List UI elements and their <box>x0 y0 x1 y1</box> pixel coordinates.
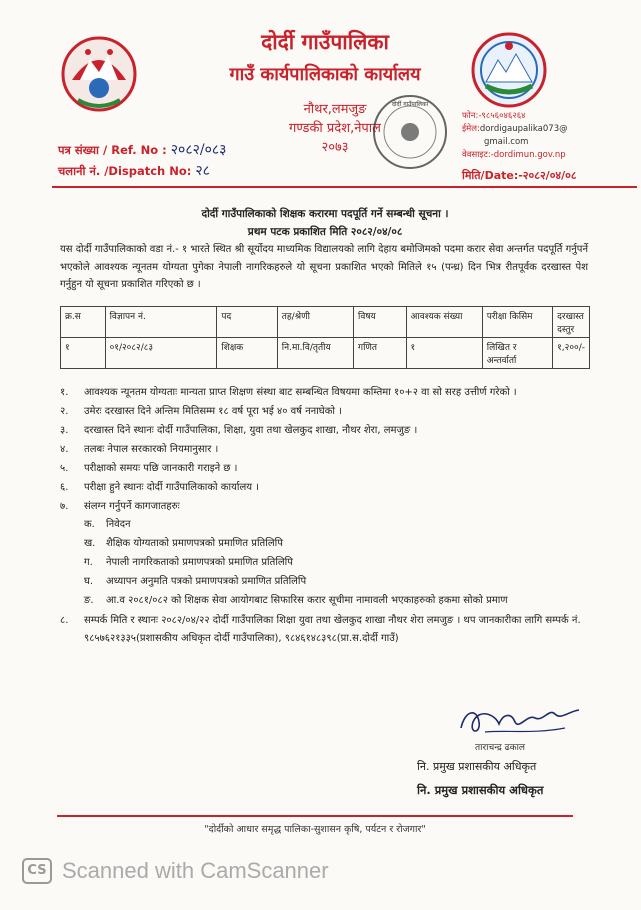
condition-text: उमेरः दरखास्त दिने अन्तिम मितिसम्म १८ वर्ष पूरा भई ४० वर्ष ननाघेको । <box>84 406 342 417</box>
camscanner-icon: CS <box>22 858 52 884</box>
document-label: ग. <box>84 557 93 568</box>
required-documents-list <box>84 516 590 610</box>
list-item <box>60 498 590 611</box>
table-row <box>61 338 590 369</box>
list-item <box>60 479 590 497</box>
condition-text: दरखास्त दिने स्थानः दोर्दी गाउँपालिका, शिक्षा, युवा तथा खेलकुद शाखा, नौथर शेरा, लमजुङ । <box>84 425 418 436</box>
condition-number: ५. <box>60 463 69 474</box>
contact-block <box>462 110 568 162</box>
condition-number: ४. <box>60 444 69 455</box>
list-item <box>84 554 590 572</box>
email-label: ईमेल: <box>462 124 480 134</box>
header-divider <box>52 186 637 188</box>
list-item <box>60 612 590 648</box>
condition-number: २. <box>60 406 69 417</box>
nepal-emblem-icon <box>58 30 140 118</box>
document-text: नेपाली नागरिकताको प्रमाणपत्रको प्रमाणित प्रतिलिपि <box>106 557 293 568</box>
list-item <box>60 460 590 478</box>
table-header-cell: परीक्षा किसिम <box>482 307 552 338</box>
table-cell: शिक्षक <box>217 338 277 369</box>
letter-date: मिति/Date:-२०८२/०४/०८ <box>462 169 577 182</box>
condition-text: परीक्षा हुने स्थानः दोर्दी गाउँपालिकाको कार्यालय । <box>84 482 260 493</box>
document-label: घ. <box>84 576 94 587</box>
condition-text: तलबः नेपाल सरकारको नियमानुसार । <box>84 444 219 455</box>
table-cell: १ <box>61 338 106 369</box>
table-header-row <box>61 307 590 338</box>
table-cell: ०१/२०८२/८३ <box>105 338 217 369</box>
list-item <box>60 441 590 459</box>
condition-number: ७. <box>60 501 69 512</box>
ref-no-label: पत्र संख्या / Ref. No : <box>58 143 167 157</box>
table-header-cell: क्र.स <box>61 307 106 338</box>
condition-number: १. <box>60 387 69 398</box>
publish-date-line: प्रथम पटक प्रकाशित मिति २०८२/०४/०८ <box>247 226 403 238</box>
notice-subject <box>60 205 590 241</box>
dispatch-no-value: २८ <box>195 163 210 179</box>
footer-divider <box>57 815 573 817</box>
notice-body: यस दोर्दी गाउँपालिकाको वडा नं.- १ भारते स्थित श्री सूर्योदय माध्यमिक विद्यालयको लागि देहाय बमोजिमको पदमा करार सेवा अन्तर्गत पदपूर्ति गर्नुपर्ने भएकोले आवश्यक न्यूनतम योग्यता पुगेका नेपाली नागरिकहरुले यो सूचना प्रकाशित भएको मितिले १५ (पन्ध्र) दिन भित्र रीतपूर्वक दरखास्त पेश गर्नुहुन यो सूचना प्रकाशित गरिएको छ । <box>60 244 589 290</box>
document-text: अध्यापन अनुमति पत्रको प्रमाणपत्रको प्रमाणित प्रतिलिपि <box>106 576 307 587</box>
table-cell: १,२००/- <box>553 338 590 369</box>
condition-number: ८. <box>60 615 69 626</box>
dispatch-no-label: चलानी नं. /Dispatch No: <box>58 164 192 178</box>
table-cell: लिखित र अन्तर्वार्ता <box>482 338 552 369</box>
subject-line: दोर्दी गाउँपालिकाको शिक्षक करारमा पदपूर्ति गर्ने सम्बन्धी सूचना । <box>201 208 449 220</box>
document-text: शैक्षिक योग्यताको प्रमाणपत्रको प्रमाणित प्रतिलिपि <box>106 538 283 549</box>
document-text: निवेदन <box>106 519 131 530</box>
website: वेवसाइट:-dordimun.gov.np <box>462 150 566 160</box>
document-label: क. <box>84 519 95 530</box>
list-item <box>84 592 590 610</box>
email-value-2: gmail.com <box>484 137 529 147</box>
scanner-watermark: Scanned with CamScanner <box>62 858 329 883</box>
document-label: ख. <box>84 538 96 549</box>
list-item <box>60 403 590 421</box>
dispatch-no-row <box>58 161 226 182</box>
table-cell: गणित <box>354 338 406 369</box>
ref-no-value: २०८२/०८३ <box>170 142 227 158</box>
signatory-name: ताराचन्द्र ढकाल <box>475 743 526 753</box>
municipality-logo-icon <box>468 26 550 114</box>
address-line-2: गण्डकी प्रदेश,नेपाल <box>289 121 381 136</box>
footer-slogan: "दोर्दीको आधार समृद्ध पालिका-सुशासन कृषि, पर्यटन र रोजगार" <box>204 824 426 835</box>
vacancy-table <box>60 306 590 369</box>
table-header-cell: दरखास्त दस्तुर <box>553 307 590 338</box>
office-title: दोर्दी गाउँपालिका <box>261 30 389 54</box>
document-label: ङ. <box>84 595 94 606</box>
signature-icon <box>455 700 585 740</box>
condition-text: आवश्यक न्यूनतम योग्यताः मान्यता प्राप्त शिक्षण संस्था बाट सम्बन्धित विषयमा कम्तिमा १०+२ वा सो सरह उत्तीर्ण गरेको । <box>84 387 517 398</box>
table-header-cell: विज्ञापन नं. <box>105 307 217 338</box>
table-header-cell: विषय <box>354 307 406 338</box>
table-header-cell: पद <box>217 307 277 338</box>
list-item <box>84 573 590 591</box>
condition-text: परीक्षाको समयः पछि जानकारी गराइने छ । <box>84 463 238 474</box>
table-header-cell: आवश्यक संख्या <box>406 307 482 338</box>
email-value-1: dordigaupalika073@ <box>479 124 568 134</box>
list-item <box>60 384 590 402</box>
signatory-title-stamp: नि. प्रमुख प्रशासकीय अधिकृत <box>417 783 544 797</box>
condition-documents <box>84 498 590 611</box>
signatory-title: नि. प्रमुख प्रशासकीय अधिकृत <box>417 760 537 773</box>
svg-text:दोर्दी गाउँपालिका: दोर्दी गाउँपालिका <box>391 101 429 108</box>
office-subtitle: गाउँ कार्यपालिकाको कार्यालय <box>229 64 421 85</box>
ref-no-row <box>58 140 226 161</box>
phone-number: फोन:-९८५६०४६२६४ <box>462 111 526 121</box>
table-cell: नि.मा.वि/तृतीय <box>277 338 353 369</box>
established-year: २०७३ <box>321 140 349 155</box>
reference-block <box>58 140 226 182</box>
table-cell: १ <box>406 338 482 369</box>
office-stamp-icon <box>370 92 450 172</box>
email-row <box>462 123 568 136</box>
condition-number: ६. <box>60 482 69 493</box>
condition-text: संलग्न गर्नुपर्ने कागजातहरुः <box>84 501 180 512</box>
table-header-cell: तह/श्रेणी <box>277 307 353 338</box>
list-item <box>84 535 590 553</box>
list-item <box>60 422 590 440</box>
list-item <box>84 516 590 534</box>
condition-text: सम्पर्क मिति र स्थानः २०८२/०४/२२ दोर्दी गाउँपालिका शिक्षा युवा तथा खेलकुद शाखा नौथर शेरा लमजुङ । थप जानकारीका लागि सम्पर्क नं. ९८५७६२१३३५(प्रशासकीय अधिकृत दोर्दी गाउँपालिका), ९८४६१४८३९८(प्रा.स.दोर्दी गाउँ) <box>84 615 581 644</box>
document-text: आ.व २०८१/०८२ को शिक्षक सेवा आयोगबाट सिफारिस करार सूचीमा नामावली भएकाहरुको हकमा सोको प्रमाण <box>106 595 508 606</box>
address-line-1: नौथर,लमजुङ <box>303 102 367 117</box>
condition-number: ३. <box>60 425 69 436</box>
conditions-list <box>60 384 590 649</box>
